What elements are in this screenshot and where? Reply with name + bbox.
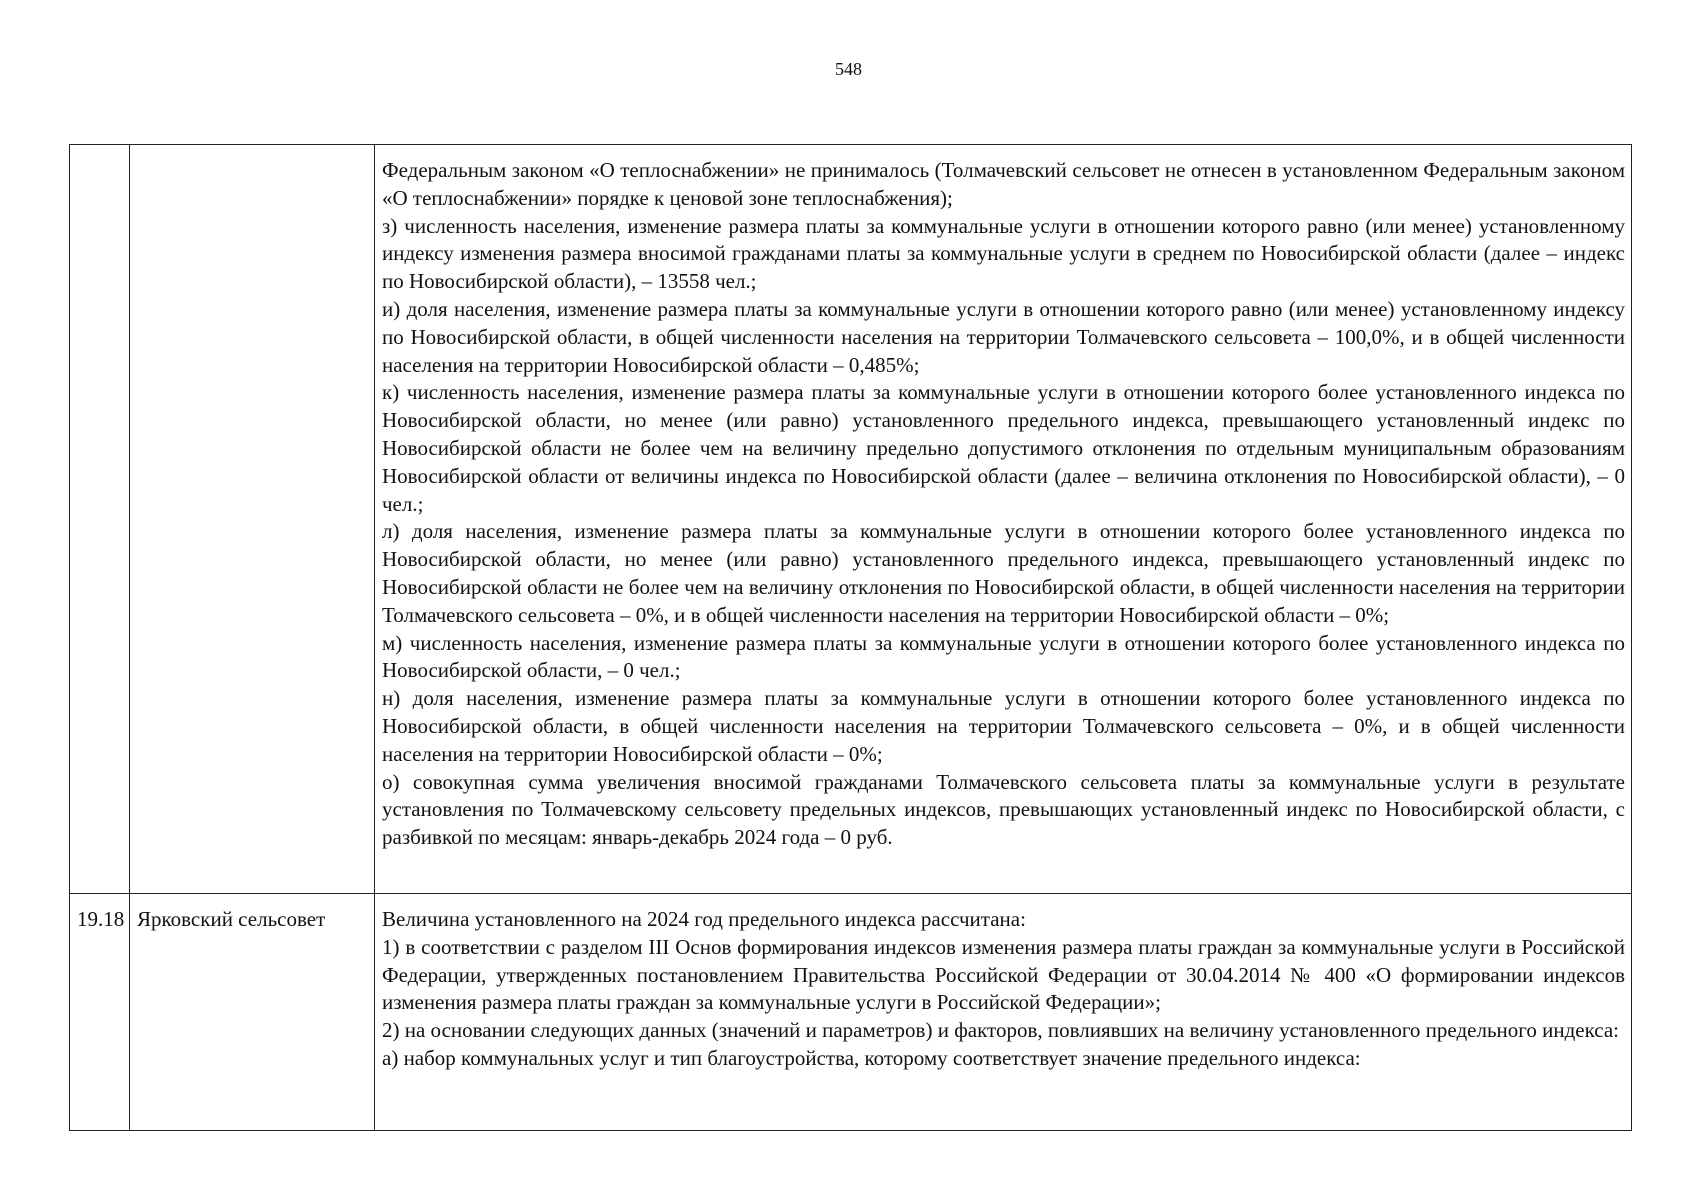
description-cell [375, 145, 1632, 894]
row-number-cell: 19.18 [70, 894, 130, 1131]
page-number: 548 [835, 59, 862, 79]
paragraph: к) численность населения, изменение размера платы за коммунальные услуги в отношении которого более установленного индекса по Новосибирской области, но менее (или равно) установленного предельного индекса, превышающего установленный индекс по Новосибирской области не более чем на величину предельно допустимого отклонения по отдельным муниципальным образованиям Новосибирской области от величины индекса по Новосибирской области (далее – величина отклонения по Новосибирской области), – 0 чел.; [382, 380, 1625, 516]
paragraph: Величина установленного на 2024 год предельного индекса рассчитана: [382, 907, 1026, 931]
paragraph: 2) на основании следующих данных (значений и параметров) и факторов, повлиявших на величину установленного предельного индекса: [382, 1018, 1620, 1043]
paragraph: и) доля населения, изменение размера платы за коммунальные услуги в отношении которого равно (или менее) установленному индексу по Новосибирской области, в общей численности населения на территории Толмачевского сельсовета – 100,0%, и в общей численности населения на территории Новосибирской области – 0,485%; [382, 296, 1625, 377]
municipality-name-cell [130, 145, 375, 894]
paragraph: з) численность населения, изменение размера платы за коммунальные услуги в отношении которого равно (или менее) установленному индексу изменения размера вносимой гражданами платы за коммунальные услуги в среднем по Новосибирской области (далее – индекс по Новосибирской области), – 13558 чел.; [382, 213, 1625, 294]
paragraph: 1) в соответствии с разделом III Основ формирования индексов изменения размера платы граждан за коммунальные услуги в Российской Федерации, утвержденных постановлением Правительства Российской Федерации от 30.04.2014 № 400 «О формировании индексов изменения размера платы граждан за коммунальные услуги в Российской Федерации»; [382, 934, 1625, 1015]
paragraph: о) совокупная сумма увеличения вносимой гражданами Толмачевского сельсовета платы за коммунальные услуги в результате установления по Толмачевскому сельсовету предельных индексов, превышающих установленный индекс по Новосибирской области, с разбивкой по месяцам: январь-декабрь 2024 года – 0 руб. [382, 769, 1625, 850]
table-row [70, 145, 1632, 894]
paragraph: м) численность населения, изменение размера платы за коммунальные услуги в отношении которого более установленного индекса по Новосибирской области, – 0 чел.; [382, 630, 1625, 683]
municipality-name-cell: Ярковский сельсовет [130, 894, 375, 1131]
paragraph: л) доля населения, изменение размера платы за коммунальные услуги в отношении которого более установленного индекса по Новосибирской области, но менее (или равно) установленного предельного индекса, превышающего установленный индекс по Новосибирской области не более чем на величину отклонения по Новосибирской области, в общей численности населения на территории Толмачевского сельсовета – 0%, и в общей численности населения на территории Новосибирской области – 0%; [382, 519, 1625, 627]
description-cell [375, 894, 1632, 1131]
table-row [70, 894, 1632, 1131]
document-table [69, 144, 1632, 1131]
paragraph: Федеральным законом «О теплоснабжении» не принималось (Толмачевский сельсовет не отнесен в установленном Федеральным законом «О теплоснабжении» порядке к ценовой зоне теплоснабжения); [382, 158, 1625, 210]
paragraph: н) доля населения, изменение размера платы за коммунальные услуги в отношении которого более установленного индекса по Новосибирской области, в общей численности населения на территории Толмачевского сельсовета – 0%, и в общей численности населения на территории Новосибирской области – 0%; [382, 686, 1625, 766]
row-number-cell [70, 145, 130, 894]
paragraph: а) набор коммунальных услуг и тип благоустройства, которому соответствует значение предельного индекса: [382, 1045, 1361, 1070]
